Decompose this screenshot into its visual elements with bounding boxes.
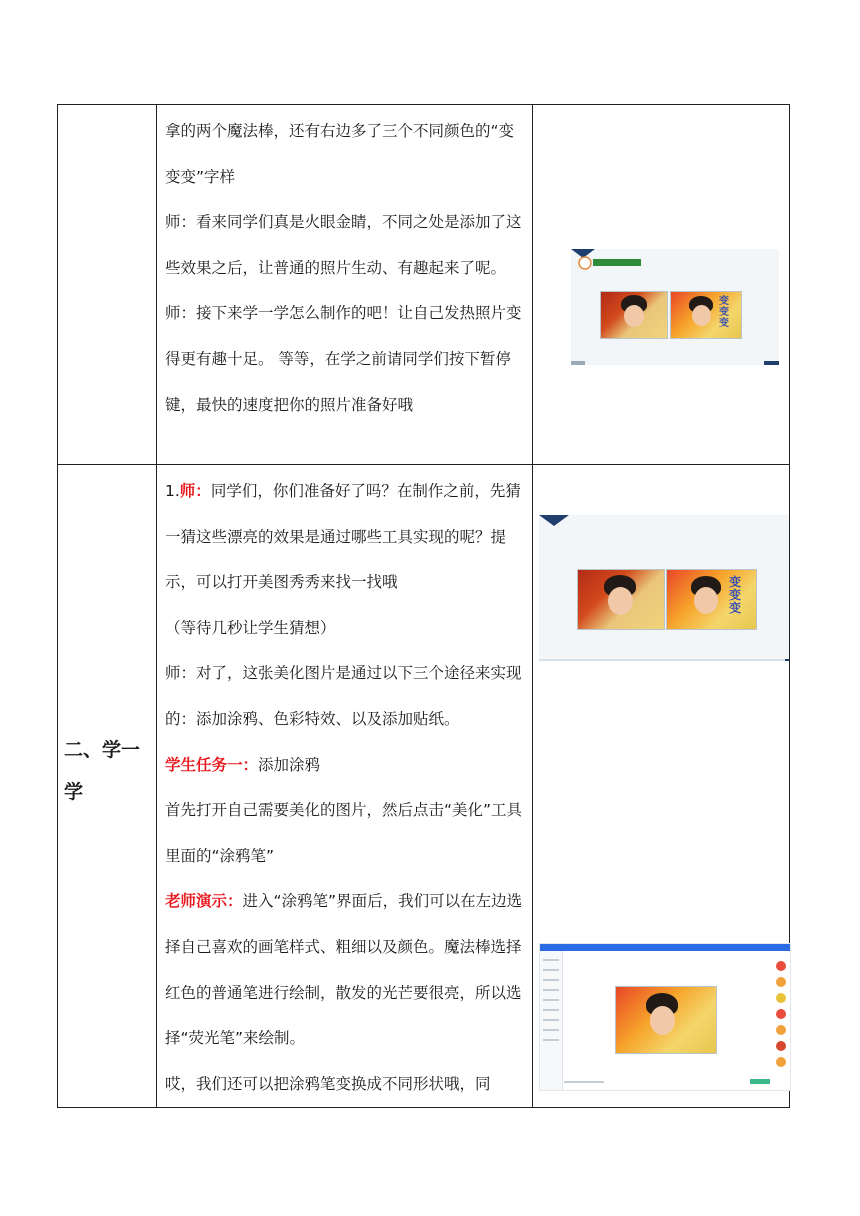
list-number: 1. — [165, 482, 180, 500]
task-text: 添加涂鸦 — [258, 755, 321, 774]
paragraph: 拿的两个魔法棒，还有右边多了三个不同颜色的“变变变”字样 — [165, 122, 515, 186]
content-text — [157, 465, 532, 1107]
stage-cell-empty — [58, 105, 157, 465]
speaker-label: 师： — [179, 482, 211, 500]
paragraph-text: 同学们，你们准备好了吗？在制作之前，先猜一猜这些漂亮的效果是通过哪些工具实现的呢？提示，可以打开美图秀秀来找一找哦 — [165, 482, 521, 592]
content-text — [157, 105, 532, 428]
paragraph: 首先打开自己需要美化的图片，然后点击“美化”工具里面的“涂鸦笔” — [165, 801, 523, 865]
image-cell — [533, 105, 790, 465]
content-cell — [157, 105, 533, 465]
demo-label: 老师演示： — [165, 892, 243, 911]
app-status-bar — [540, 944, 790, 1090]
stage-label: 二、学一学 — [64, 739, 141, 803]
paragraph: （等待几秒让学生猜想） — [165, 618, 336, 637]
task-label: 学生任务一： — [165, 755, 259, 774]
image-cell — [533, 465, 790, 1108]
beautified-photo — [670, 291, 742, 339]
stamp-text: 变变变 — [729, 575, 742, 615]
timer-icon — [579, 257, 591, 269]
lesson-table — [57, 104, 790, 1108]
paragraph — [165, 743, 526, 789]
paragraph: 师：看来同学们真是火眼金睛，不同之处是添加了这些效果之后，让普通的照片生动、有趣起来了呢。 — [165, 213, 522, 277]
paragraph: 师：对了，这张美化图片是通过以下三个途径来实现的：添加涂鸦、色彩特效、以及添加贴纸。 — [165, 664, 522, 728]
paragraph — [165, 469, 526, 606]
original-photo — [577, 569, 665, 630]
paragraph: 师：接下来学一学怎么制作的吧！让自己发热照片变得更有趣十足。 等等，在学之前请同学们按下暂停键，最快的速度把你的照片准备好哦 — [165, 304, 522, 414]
slide-thumbnail — [539, 515, 789, 661]
beautified-photo — [666, 569, 757, 630]
slide-thumbnail — [571, 249, 779, 365]
paragraph — [165, 879, 526, 1061]
stamp-text: 变变变 — [719, 296, 729, 329]
table-row — [58, 465, 790, 1108]
original-photo — [600, 291, 668, 339]
app-screenshot — [539, 943, 791, 1091]
demo-text: 进入“涂鸦笔”界面后，我们可以在左边选择自己喜欢的画笔样式、粗细以及颜色。魔法棒选择红色的普通笔进行绘制，散发的光芒要很亮，所以选择“荧光笔”来绘制。 — [165, 892, 523, 1048]
table-row — [58, 105, 790, 465]
content-cell — [157, 465, 533, 1108]
paragraph: 哎，我们还可以把涂鸦笔变换成不同形状哦，同 — [165, 1074, 491, 1093]
stage-cell — [58, 465, 157, 1108]
